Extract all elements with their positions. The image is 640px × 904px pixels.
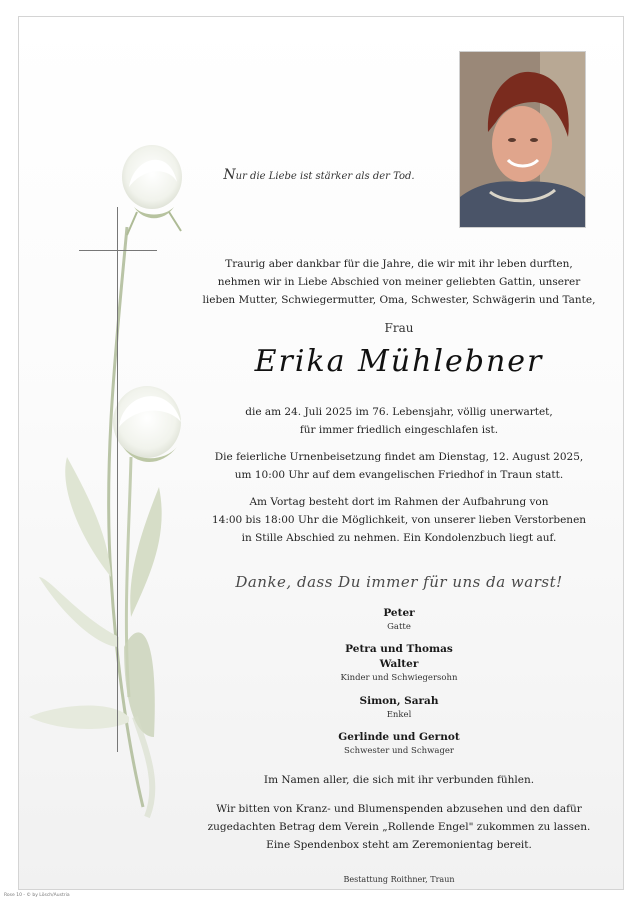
family-relation: Kinder und Schwiegersohn: [340, 673, 458, 683]
intro-line: nehmen wir in Liebe Abschied von meiner geliebten Gattin, unserer: [217, 276, 581, 288]
family-relation: Gatte: [387, 622, 411, 632]
donation-line: Eine Spendenbox steht am Zeremonientag bereit.: [266, 839, 532, 851]
ceremony-line: um 10:00 Uhr auf dem evangelischen Friedhof in Traun statt.: [234, 469, 564, 481]
family-names: Petra und Thomas: [345, 643, 453, 655]
closing-line: [189, 771, 609, 789]
portrait-photo: [459, 51, 586, 228]
cross-symbol-vertical: [117, 207, 118, 752]
family-names: Peter: [383, 607, 415, 619]
cross-symbol-horizontal: [79, 250, 157, 251]
intro-line: lieben Mutter, Schwiegermutter, Oma, Schwester, Schwägerin und Tante,: [202, 294, 596, 306]
family-names: Gerlinde und Gernot: [338, 731, 460, 743]
closing-text: Im Namen aller, die sich mit ihr verbunden fühlen.: [263, 774, 535, 786]
motto-initial: N: [223, 167, 236, 183]
deceased-name: Erika Mühlebner: [254, 344, 544, 379]
death-paragraph: [189, 403, 609, 439]
family-group-siblings: [189, 730, 609, 758]
viewing-line: in Stille Abschied zu nehmen. Ein Kondolenzbuch liegt auf.: [241, 532, 557, 544]
donation-paragraph: [189, 800, 609, 854]
motto-text: ur die Liebe ist stärker als der Tod.: [235, 171, 415, 182]
intro-paragraph: [189, 255, 609, 309]
family-names: Simon, Sarah: [359, 695, 439, 707]
donation-line: zugedachten Betrag dem Verein „Rollende Engel" zukommen zu lassen.: [207, 821, 591, 833]
death-line: für immer friedlich eingeschlafen ist.: [299, 424, 499, 436]
funeral-home: Bestattung Roithner, Traun: [343, 875, 455, 884]
salutation: Frau: [384, 321, 414, 335]
family-relation: Schwester und Schwager: [344, 746, 454, 756]
family-group-spouse: [189, 606, 609, 634]
viewing-paragraph: [189, 493, 609, 547]
family-group-grandchildren: [189, 694, 609, 722]
ceremony-line: Die feierliche Urnenbeisetzung findet am Dienstag, 12. August 2025,: [214, 451, 584, 463]
image-credit: Rose 10 - © by Lösch/Austria: [4, 893, 70, 898]
viewing-line: 14:00 bis 18:00 Uhr die Möglichkeit, von unserer lieben Verstorbenen: [211, 514, 587, 526]
family-group-children: [189, 642, 609, 685]
intro-line: Traurig aber dankbar für die Jahre, die wir mit ihr leben durften,: [225, 258, 573, 270]
ceremony-paragraph: [189, 448, 609, 484]
viewing-line: Am Vortag besteht dort im Rahmen der Aufbahrung von: [249, 496, 549, 508]
thanks-line: Danke, dass Du immer für uns da warst!: [235, 573, 563, 591]
family-relation: Enkel: [386, 710, 412, 720]
motto-quote: [219, 167, 419, 183]
death-line: die am 24. Juli 2025 im 76. Lebensjahr, völlig unerwartet,: [245, 406, 553, 418]
family-names: Walter: [379, 658, 419, 670]
donation-line: Wir bitten von Kranz- und Blumenspenden abzusehen und den dafür: [216, 803, 582, 815]
obituary-sheet: [18, 16, 624, 890]
